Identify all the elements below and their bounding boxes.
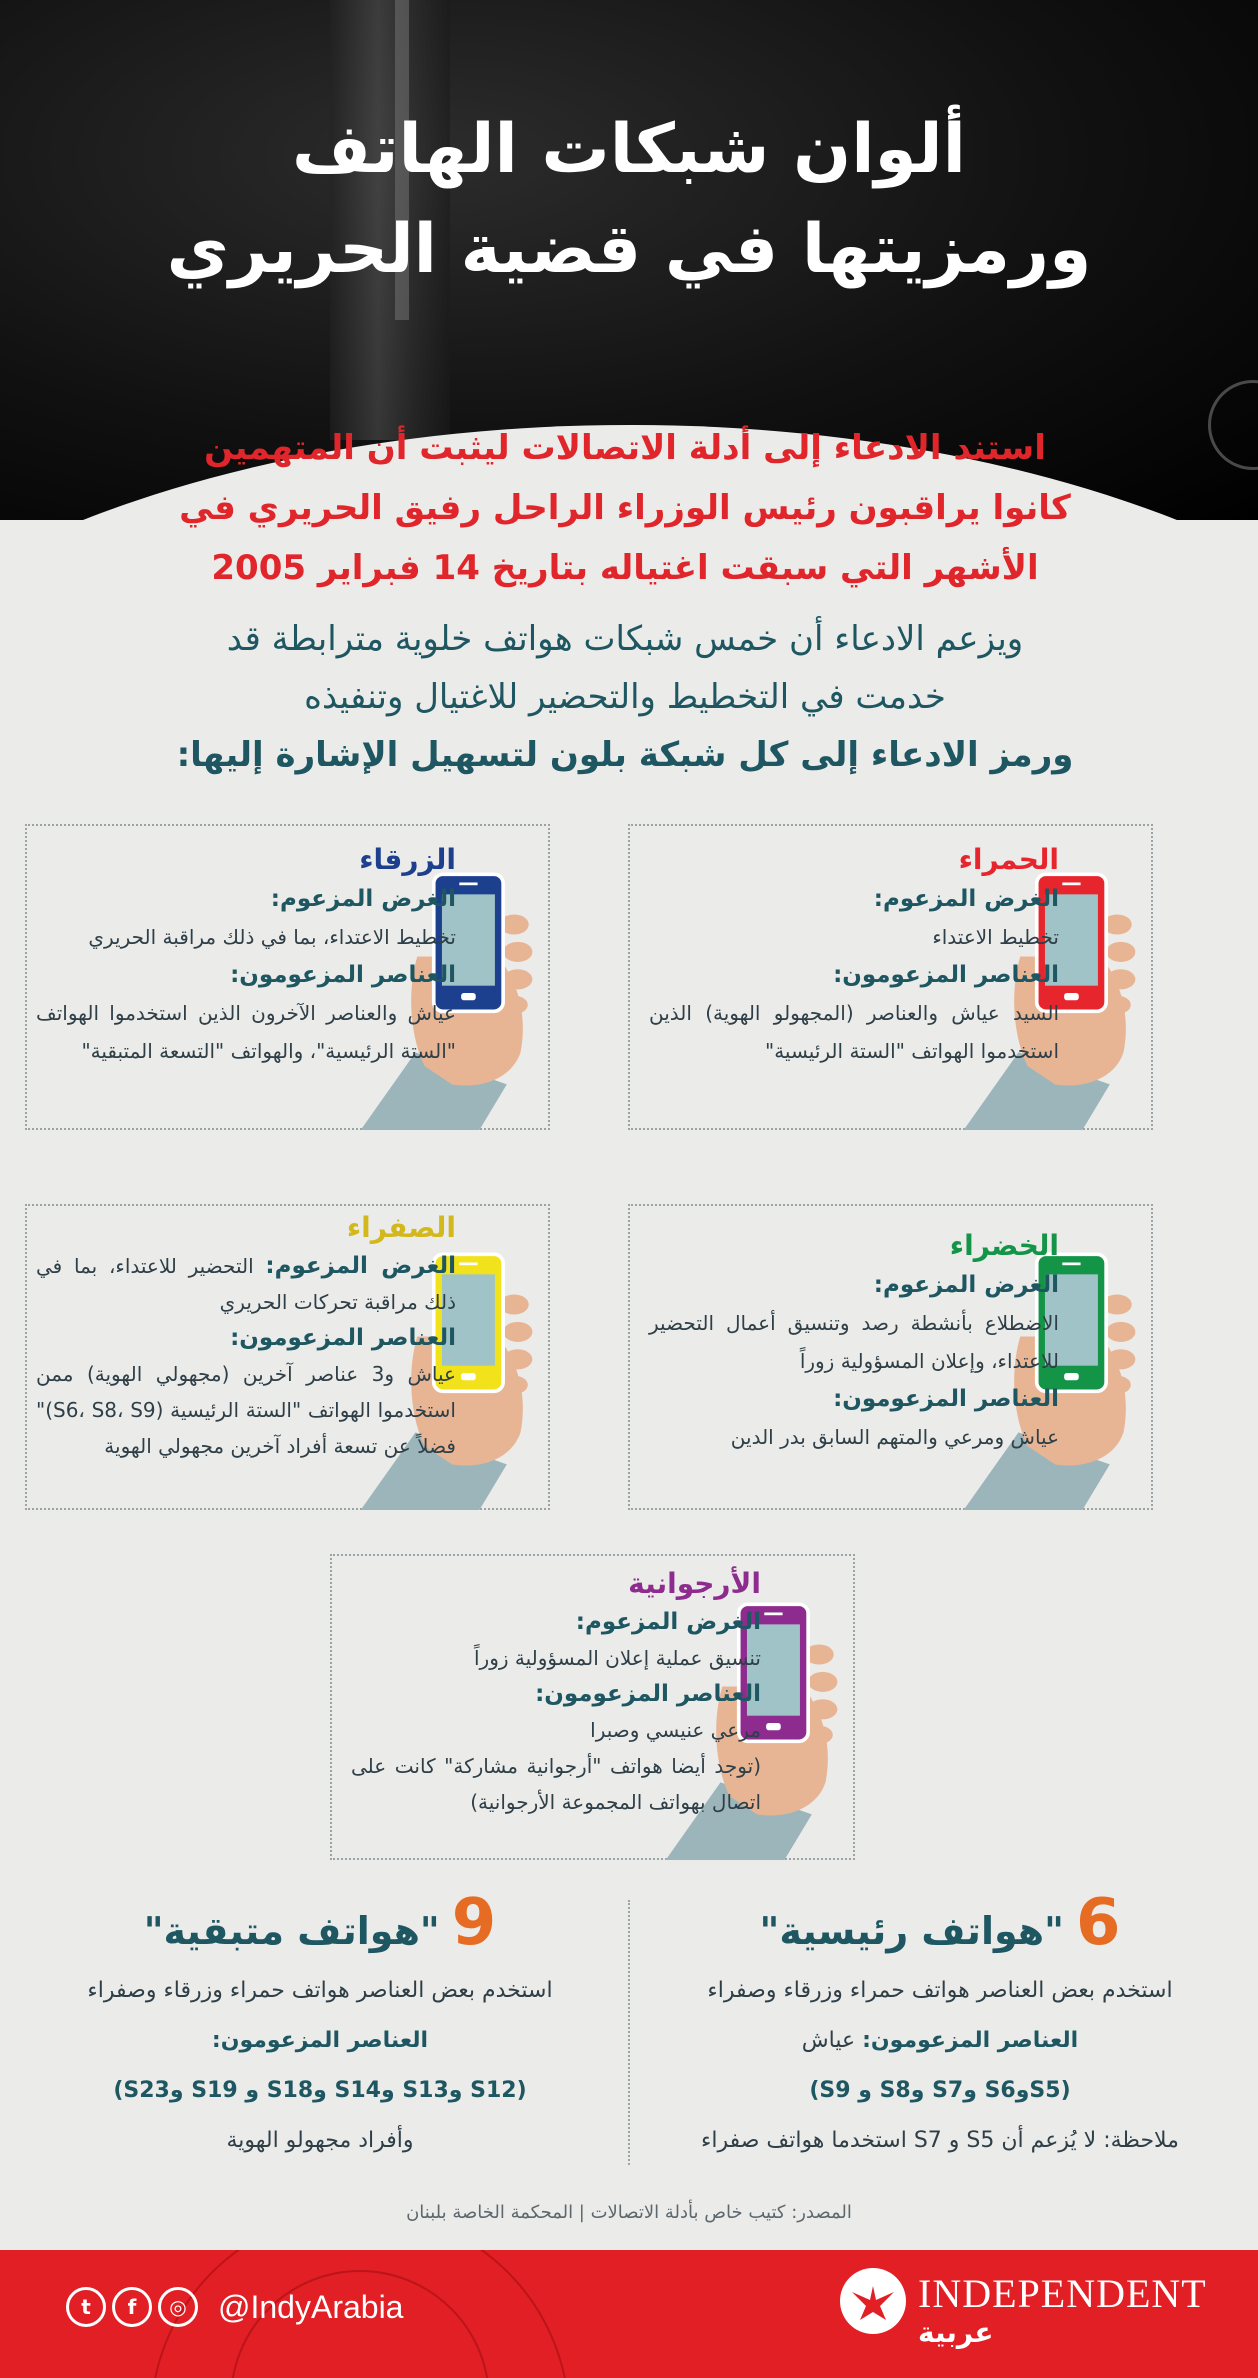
network-name: الأرجوانية xyxy=(628,1567,761,1600)
intro-teal-line-2: خدمت في التخطيط والتحضير للاغتيال وتنفيذه xyxy=(304,677,946,717)
summary-number: 6 xyxy=(1075,1886,1121,1960)
network-card-yellow xyxy=(25,1204,550,1510)
column-divider xyxy=(628,1900,630,2165)
intro-red-line-1: استند الادعاء إلى أدلة الاتصالات ليثبت أن المتهمين xyxy=(204,428,1046,468)
network-card-blue xyxy=(25,824,550,1130)
members-label: العناصر المزعومون: xyxy=(230,962,456,988)
purpose-value: تنسيق عملية إعلان المسؤولية زوراً xyxy=(473,1646,761,1670)
summary-number: 9 xyxy=(451,1886,497,1960)
members-value: عياش xyxy=(801,2028,856,2053)
network-name: الزرقاء xyxy=(359,843,456,876)
summary-members xyxy=(640,2016,1240,2066)
intro-red-line-2: كانوا يراقبون رئيس الوزراء الراحل رفيق الحريري في xyxy=(179,488,1071,528)
facebook-icon[interactable]: f xyxy=(112,2287,152,2327)
purpose-label: الغرض المزعوم: xyxy=(873,886,1059,912)
summary-title: "هواتف رئيسية" xyxy=(759,1909,1064,1953)
purpose-label: الغرض المزعوم: xyxy=(270,886,456,912)
purpose-value: تخطيط الاعتداء، بما في ذلك مراقبة الحريري xyxy=(88,925,456,949)
members-label: العناصر المزعومون: xyxy=(833,1386,1059,1412)
intro-teal-line-3: ورمز الادعاء إلى كل شبكة بلون لتسهيل الإشارة إليها: xyxy=(176,735,1074,775)
members-label: العناصر المزعومون: xyxy=(862,2028,1079,2053)
social-links xyxy=(66,2282,403,2332)
network-text xyxy=(351,1564,761,1820)
intro-red-line-3: الأشهر التي سبقت اغتياله بتاريخ 14 فبراير 2005 xyxy=(211,548,1039,588)
network-card-green xyxy=(628,1204,1153,1510)
summary-note: ملاحظة: لا يُزعم أن S5 و S7 استخدما هواتف صفراء xyxy=(701,2128,1179,2153)
independent-logo[interactable] xyxy=(840,2262,1207,2362)
logo-subtitle: عربية xyxy=(918,2316,994,2349)
members-value: عياش والعناصر الآخرون الذين استخدموا الهواتف "الستة الرئيسية"، والهواتف "التسعة المتبقية" xyxy=(36,1001,456,1063)
summary-heading xyxy=(640,1888,1240,1966)
purpose-value: التحضير للاعتداء، بما في ذلك مراقبة تحركات الحريري xyxy=(36,1254,456,1314)
summary-line: استخدم بعض العناصر هواتف حمراء وزرقاء وصفراء xyxy=(707,1978,1173,2003)
members-label: العناصر المزعومون xyxy=(220,2028,429,2053)
members-value: السيد عياش والعناصر (المجهولو الهوية) الذين استخدموا الهواتف "الستة الرئيسية" xyxy=(649,1001,1059,1063)
network-text xyxy=(36,840,456,1070)
network-name: الصفراء xyxy=(346,1211,456,1244)
title-line-1: ألوان شبكات الهاتف xyxy=(292,110,966,189)
purpose-label: الغرض المزعوم: xyxy=(873,1272,1059,1298)
title-line-2: ورمزيتها في قضية الحريري xyxy=(166,210,1092,289)
members-note: (توجد أيضا هواتف "أرجوانية مشاركة" كانت على اتصال بهواتف المجموعة الأرجوانية) xyxy=(351,1754,761,1814)
instagram-icon[interactable]: ◎ xyxy=(158,2287,198,2327)
network-card-purple xyxy=(330,1554,855,1860)
summary-title: "هواتف متبقية" xyxy=(143,1909,440,1953)
members-value: عياش ومرعي والمتهم السابق بدر الدين xyxy=(730,1425,1059,1449)
members-value: مرعي عنيسي وصبرا xyxy=(590,1718,761,1742)
network-name: الخضراء xyxy=(949,1229,1059,1262)
network-name: الحمراء xyxy=(958,843,1059,876)
members-label: العناصر المزعومون: xyxy=(230,1325,456,1351)
logo-wordmark: INDEPENDENT xyxy=(918,2271,1207,2316)
members-label: العناصر المزعومون: xyxy=(833,962,1059,988)
members-label: العناصر المزعومون: xyxy=(535,1681,761,1707)
source-credit: المصدر: كتيب خاص بأدلة الاتصالات | المحكمة الخاصة بلبنان xyxy=(406,2202,852,2223)
twitter-icon[interactable]: t xyxy=(66,2287,106,2327)
members-value: عياش و3 عناصر آخرين (مجهولي الهوية) ممن استخدموا الهواتف "الستة الرئيسية (S6، S8، S9)" فضلاً عن تسعة أفراد آخرين مجهولي الهوية xyxy=(36,1362,456,1458)
page-title xyxy=(0,100,1258,300)
purpose-value: تخطيط الاعتداء xyxy=(932,925,1059,949)
phone-codes: (S12 وS13 وS14 وS18 و S19 وS23) xyxy=(113,2078,527,2103)
network-text xyxy=(649,840,1059,1070)
intro-highlight xyxy=(110,418,1140,598)
intro-description xyxy=(110,610,1140,784)
summary-heading xyxy=(20,1888,620,1966)
social-handle[interactable]: @IndyArabia xyxy=(218,2288,404,2325)
purpose-value: الاضطلاع بأنشطة رصد وتنسيق أعمال التحضير للاعتداء، وإعلان المسؤولية زوراً xyxy=(649,1311,1059,1373)
purpose-label: الغرض المزعوم: xyxy=(265,1253,456,1279)
network-text xyxy=(36,1208,456,1464)
members-colon: : xyxy=(211,2028,221,2053)
summary-members xyxy=(20,2016,620,2066)
purpose-label: الغرض المزعوم: xyxy=(575,1609,761,1635)
phone-codes: (S5وS6 وS7 وS8 و S9) xyxy=(809,2078,1071,2103)
summary-line: استخدم بعض العناصر هواتف حمراء وزرقاء وصفراء xyxy=(87,1978,553,2003)
members-value: وأفراد مجهولو الهوية xyxy=(226,2128,414,2153)
network-card-red xyxy=(628,824,1153,1130)
network-text xyxy=(649,1226,1059,1456)
decorative-ring xyxy=(1208,380,1258,470)
intro-teal-line-1: ويزعم الادعاء أن خمس شبكات هواتف خلوية مترابطة قد xyxy=(226,619,1024,659)
main-phones-summary xyxy=(640,1888,1240,2166)
eagle-icon xyxy=(840,2268,906,2334)
remaining-phones-summary xyxy=(20,1888,620,2166)
